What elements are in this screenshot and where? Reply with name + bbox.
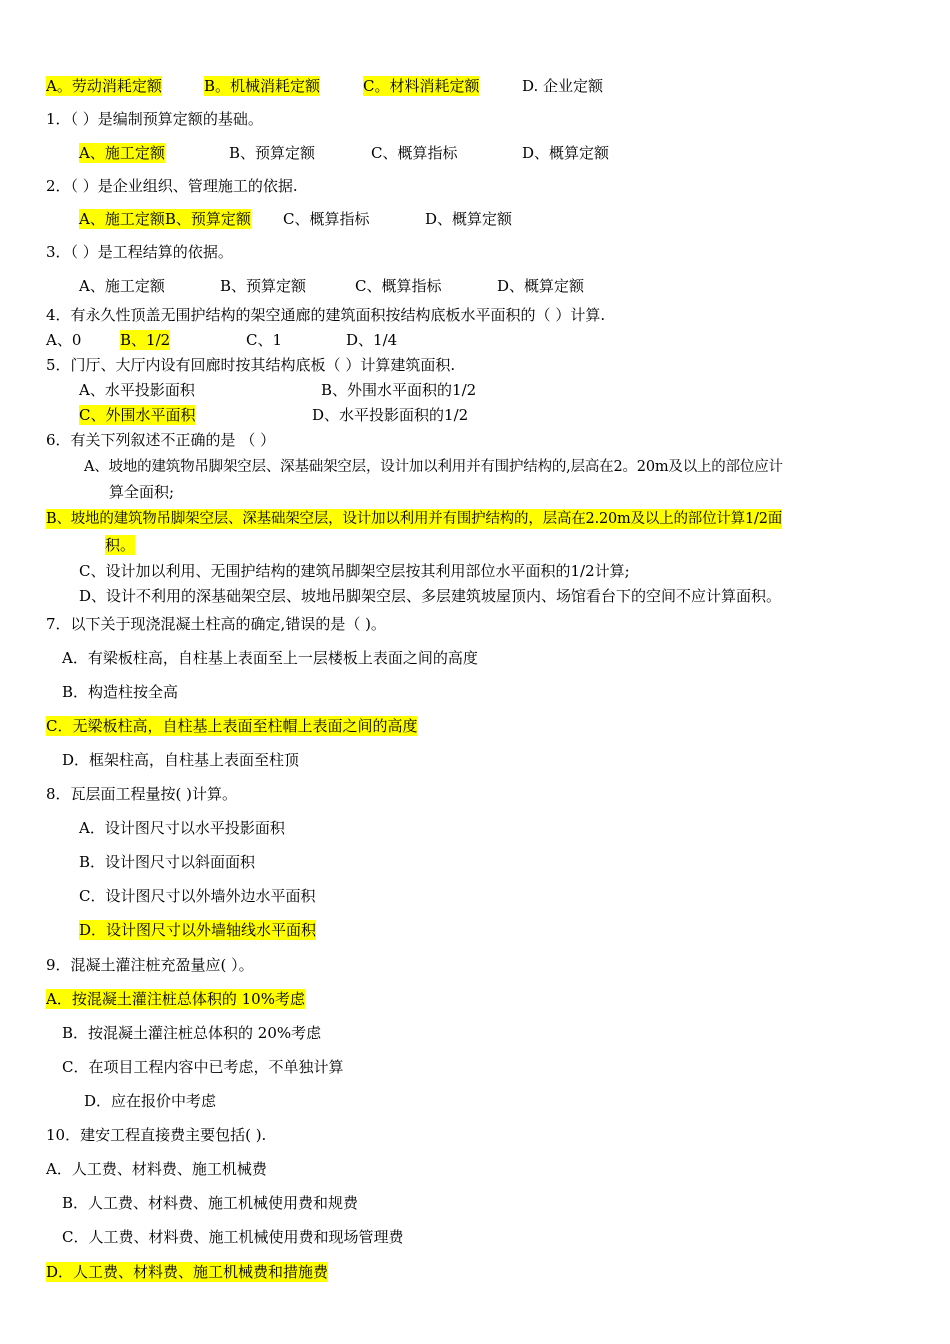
- q3-option-d: D、概算定额: [497, 277, 585, 295]
- question-2: 2．（ ）是企业组织、管理施工的依据.: [46, 177, 298, 195]
- q7-option-c: C．无梁板柱高，自柱基上表面至柱帽上表面之间的高度: [46, 717, 418, 735]
- question-1: 1．（ ）是编制预算定额的基础。: [46, 110, 263, 128]
- question-5: 5．门厅、大厅内设有回廊时按其结构底板（ ）计算建筑面积.: [46, 356, 456, 374]
- q4-option-a: A、0: [46, 331, 82, 349]
- q3-option-c: C、概算指标: [355, 277, 442, 295]
- q2-option-d: D、概算定额: [425, 210, 513, 228]
- q9-option-b: B．按混凝土灌注桩总体积的 20%考虑: [62, 1024, 322, 1042]
- q3-option-a: A、施工定额: [79, 277, 165, 295]
- q6-option-d: D、设计不利用的深基础架空层、坡地吊脚架空层、多层建筑坡屋顶内、场馆看台下的空间不应计算面积。: [79, 587, 782, 605]
- question-6: 6．有关下列叙述不正确的是 （ ）: [46, 431, 276, 449]
- question-3: 3．（ ）是工程结算的依据。: [46, 243, 233, 261]
- question-4: 4．有永久性顶盖无围护结构的架空通廊的建筑面积按结构底板水平面积的（ ）计算.: [46, 306, 606, 324]
- q9-option-c: C．在项目工程内容中已考虑，不单独计算: [62, 1058, 344, 1076]
- q9-option-d: D．应在报价中考虑: [84, 1092, 217, 1110]
- q2-option-ab: A、施工定额B、预算定额: [79, 210, 251, 228]
- q6-option-c: C、设计加以利用、无围护结构的建筑吊脚架空层按其利用部位水平面积的1/2计算;: [79, 562, 630, 580]
- q1-option-b: B、预算定额: [229, 144, 316, 162]
- option-a-labor-quota: A。劳动消耗定额: [46, 77, 162, 95]
- q6-option-a-line2: 算全面积;: [109, 483, 175, 501]
- option-d-enterprise-quota: D. 企业定额: [522, 77, 604, 95]
- q5-option-b: B、外围水平面积的1/2: [321, 381, 477, 399]
- q8-option-a: A．设计图尺寸以水平投影面积: [79, 819, 285, 837]
- q4-option-b: B、1/2: [120, 331, 171, 349]
- q7-option-d: D．框架柱高，自柱基上表面至柱顶: [62, 751, 300, 769]
- q5-option-a: A、水平投影面积: [79, 381, 195, 399]
- option-c-material-quota: C。材料消耗定额: [363, 77, 480, 95]
- q5-option-c: C、外围水平面积: [79, 406, 196, 424]
- q7-option-b: B．构造柱按全高: [62, 683, 179, 701]
- q9-option-a: A．按混凝土灌注桩总体积的 10%考虑: [46, 990, 305, 1008]
- q8-option-c: C．设计图尺寸以外墙外边水平面积: [79, 887, 316, 905]
- q6-option-a-line1: A、坡地的建筑物吊脚架空层、深基础架空层，设计加以利用并有围护结构的,层高在2。20m及以上的部位应计: [84, 459, 783, 475]
- option-b-machine-quota: B。机械消耗定额: [204, 77, 321, 95]
- question-8: 8．瓦层面工程量按( )计算。: [46, 785, 238, 803]
- q2-option-c: C、概算指标: [283, 210, 370, 228]
- question-7: 7．以下关于现浇混凝土柱高的确定,错误的是（ )。: [46, 615, 386, 633]
- q4-option-d: D、1/4: [346, 331, 398, 349]
- q10-option-c: C．人工费、材料费、施工机械使用费和现场管理费: [62, 1228, 404, 1246]
- q8-option-d: D．设计图尺寸以外墙轴线水平面积: [79, 921, 317, 939]
- q8-option-b: B．设计图尺寸以斜面面积: [79, 853, 256, 871]
- q3-option-b: B、预算定额: [220, 277, 307, 295]
- q1-option-d: D、概算定额: [522, 144, 610, 162]
- q5-option-d: D、水平投影面积的1/2: [312, 406, 469, 424]
- q1-option-a: A、施工定额: [79, 144, 165, 162]
- question-9: 9．混凝土灌注桩充盈量应( ）。: [46, 956, 254, 974]
- q10-option-b: B．人工费、材料费、施工机械使用费和规费: [62, 1194, 359, 1212]
- q6-option-b-line1: B、坡地的建筑物吊脚架空层、深基础架空层，设计加以利用并有围护结构的，层高在2.20m及以上的部位计算1/2面: [46, 511, 783, 527]
- q4-option-c: C、1: [246, 331, 283, 349]
- q1-option-c: C、概算指标: [371, 144, 458, 162]
- q10-option-a: A．人工费、材料费、施工机械费: [46, 1160, 267, 1178]
- q6-option-b-line2: 积。: [105, 536, 136, 554]
- question-10: 10．建安工程直接费主要包括( ).: [46, 1126, 267, 1144]
- q7-option-a: A．有梁板柱高，自柱基上表面至上一层楼板上表面之间的高度: [62, 649, 478, 667]
- q10-option-d: D．人工费、材料费、施工机械费和措施费: [46, 1263, 329, 1281]
